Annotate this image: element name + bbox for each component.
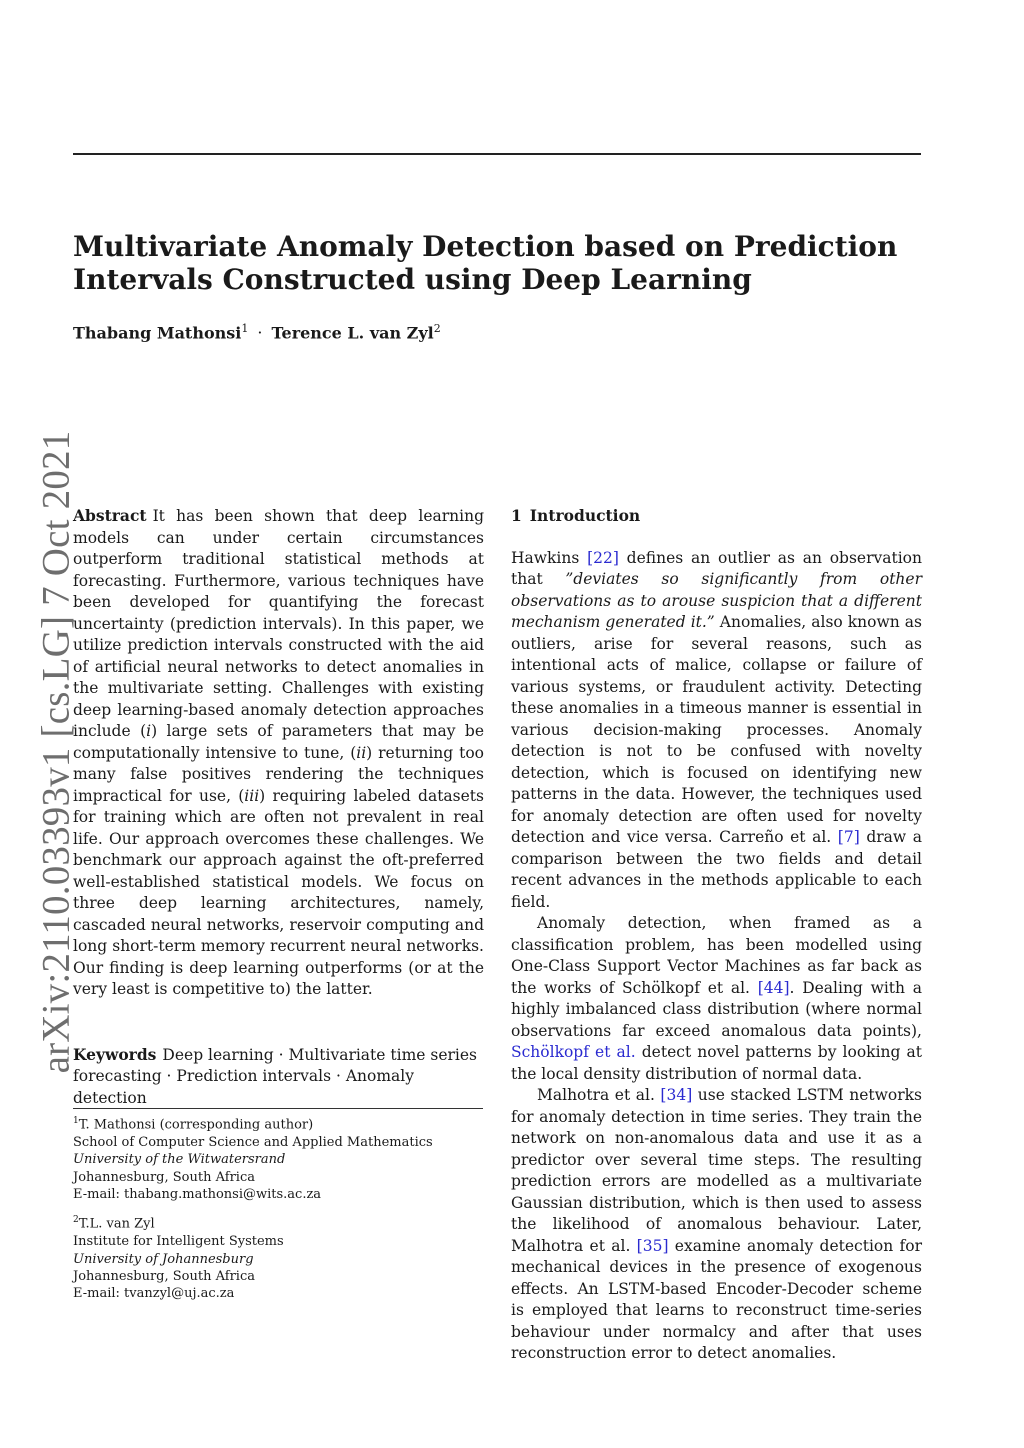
footnote-line: Institute for Intelligent Systems: [73, 1234, 284, 1250]
enumeration-marker: i: [146, 722, 152, 740]
author-affiliation-mark: 2: [433, 322, 441, 335]
footnote-author-1: [73, 1113, 493, 1203]
abstract-text: It has been shown that deep learning models can under certain circumstances outperform traditional statistical methods at forecasting. Furthermore, various techniques have been developed for quantifying the forecast uncertainty (prediction intervals). In this paper, we utilize prediction intervals constructed with the aid of artificial neural networks to detect anomalies in the multivariate setting. Challenges with existing deep learning-based anomaly detection approaches include (: [73, 507, 484, 740]
footnote-author-name: T.L. van Zyl: [78, 1216, 155, 1232]
intro-paragraph-1: [511, 548, 922, 914]
keywords-section: [73, 1044, 484, 1110]
citation-link[interactable]: [34]: [660, 1086, 693, 1104]
abstract-text: ) returning too many false positives rendering the techniques impractical for use, (: [73, 743, 484, 805]
footnote-line: [73, 1212, 493, 1233]
intro-paragraph-2: [511, 913, 922, 1085]
abstract-paragraph: [73, 505, 484, 1001]
body-text: . Dealing with a highly imbalanced class distribution (where normal observations far exceed anomalous data points),: [511, 978, 922, 1040]
enumeration-marker: ii: [356, 743, 367, 762]
abstract-section: [73, 505, 484, 1001]
body-text: use stacked LSTM networks for anomaly detection in time series. They train the network on non-anomalous data and use it as a predictor over several time steps. The resulting prediction errors are modelled as a multivariate Gaussian distribution, which is then used to assess the likelihood of anomalous behaviour. Later, Malhotra et al.: [511, 1086, 922, 1255]
footnote-mark: 2: [73, 1215, 79, 1226]
right-column: [511, 505, 922, 1365]
author-affiliation-mark: 1: [241, 322, 249, 335]
citation-link[interactable]: [7]: [837, 828, 860, 846]
keywords-label: Keywords: [73, 1044, 157, 1064]
quotation: ”deviates so significantly from other observations as to arouse suspicion that a different mechanism generated it.”: [511, 570, 922, 631]
section-heading: [511, 505, 922, 527]
left-column: [73, 505, 484, 1109]
abstract-text: ) requiring labeled datasets for training which are often not prevalent in real life. Our approach overcomes these challenges. We benchmark our approach against the oft-preferred well-established statistical models. We focus on three deep learning architectures, namely, cascaded neural networks, reservoir computing and long short-term memory recurrent neural networks. Our finding is deep learning outperforms (or at the very least is competitive to) the latter.: [73, 786, 484, 998]
body-text: Anomaly detection, when framed as a classification problem, has been modelled using One-Class Support Vector Machines as far back as the works of Schölkopf et al.: [511, 914, 922, 997]
section-number: 1: [511, 506, 522, 525]
citation-link[interactable]: [35]: [636, 1236, 669, 1255]
paper-title: Multivariate Anomaly Detection based on Prediction Intervals Constructed using Deep Learning: [73, 230, 898, 296]
author-list: [73, 322, 441, 342]
footnote-line: Johannesburg, South Africa: [73, 1169, 255, 1185]
body-text: Malhotra et al.: [537, 1086, 661, 1104]
abstract-label: Abstract: [73, 506, 147, 525]
footnote-line: School of Computer Science and Applied Mathematics: [73, 1134, 433, 1150]
keywords-text: Deep learning · Multivariate time series forecasting · Prediction intervals · Anomaly detection: [73, 1045, 477, 1107]
body-text: defines an outlier as an observation that: [511, 548, 922, 588]
citation-link[interactable]: [44]: [757, 978, 790, 997]
author-name: Terence L. van Zyl: [271, 323, 434, 343]
intro-paragraph-3: [511, 1085, 922, 1365]
abstract-text: ) large sets of parameters that may be computationally intensive to tune, (: [73, 722, 484, 762]
footnote-author-name: T. Mathonsi (corresponding author): [78, 1117, 314, 1133]
footnote-rule: [73, 1108, 483, 1109]
enumeration-marker: iii: [244, 786, 260, 805]
body-text: draw a comparison between the two fields and detail recent advances in the methods applicable to each field.: [511, 828, 922, 911]
footnotes: [73, 1113, 493, 1312]
body-text: Hawkins: [511, 548, 588, 567]
footnote-email: E-mail: tvanzyl@uj.ac.za: [73, 1286, 235, 1302]
header-rule: [73, 153, 921, 155]
footnote-line: [73, 1113, 493, 1134]
section-title: Introduction: [529, 506, 641, 525]
body-text: Anomalies, also known as outliers, arise for several reasons, such as intentional acts of malice, collapse or failure of various systems, or fraudulent activity. Detecting these anomalies in a timeous manner is essential in various decision-making processes. Anomaly detection is not to be confused with novelty detection, which is focused on identifying new patterns in the data. However, the techniques used for anomaly detection are often used for novelty detection and vice versa. Carreño et al.: [511, 613, 922, 846]
body-text: examine anomaly detection for mechanical devices in the presence of exogenous effects. An LSTM-based Encoder-Decoder scheme is employed that learns to reconstruct time-series behaviour under normalcy and after that uses reconstruction error to detect anomalies.: [511, 1236, 922, 1362]
author-separator: ·: [257, 323, 263, 343]
footnote-line: University of the Witwatersrand: [73, 1152, 286, 1168]
body-text: detect novel patterns by looking at the local density distribution of normal data.: [511, 1043, 922, 1083]
footnote-line: Johannesburg, South Africa: [73, 1268, 255, 1284]
footnote-line: University of Johannesburg: [73, 1251, 254, 1267]
footnote-email: E-mail: thabang.mathonsi@wits.ac.za: [73, 1186, 322, 1202]
footnote-mark: 1: [73, 1116, 79, 1126]
footnote-author-2: [73, 1212, 493, 1302]
arxiv-identifier-stamp: arXiv:2110.03393v1 [cs.LG] 7 Oct 2021: [34, 430, 78, 1074]
author-name: Thabang Mathonsi: [73, 323, 242, 343]
citation-link[interactable]: [22]: [587, 548, 619, 567]
citation-link[interactable]: Schölkopf et al.: [511, 1043, 636, 1061]
keywords-paragraph: [73, 1044, 484, 1110]
